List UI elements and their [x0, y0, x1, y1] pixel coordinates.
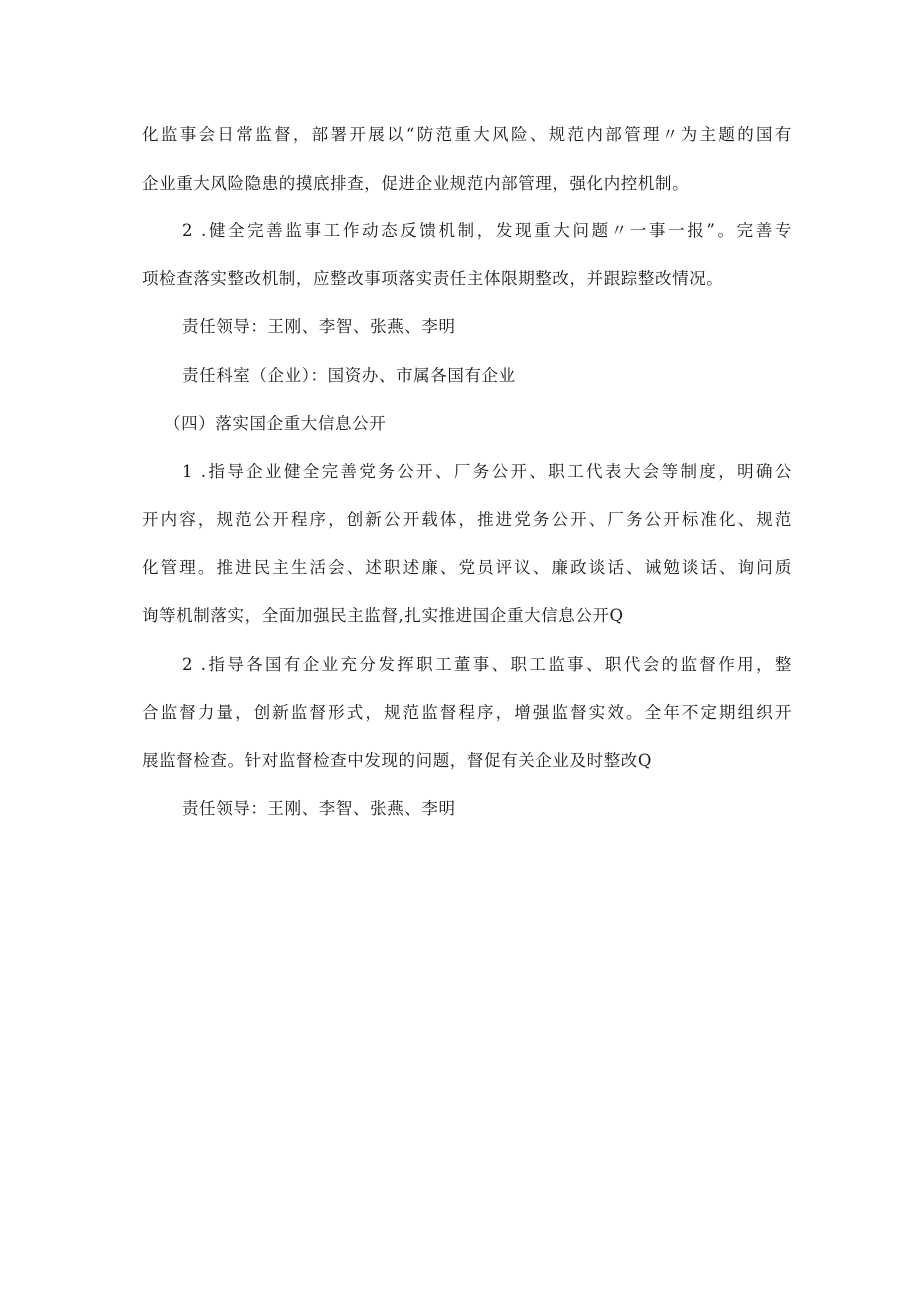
paragraph-line: 项检查落实整改机制，应整改事项落实责任主体限期整改，并跟踪整改情况。	[142, 269, 724, 288]
paragraph-line: 开内容，规范公开程序，创新公开载体，推进党务公开、厂务公开标准化、规范	[142, 510, 792, 529]
responsible-department: 责任科室（企业）：国资办、市属各国有企业	[182, 366, 516, 385]
item-2-line: 2 .指导各国有企业充分发挥职工董事、职工监事、职代会的监督作用，整	[182, 655, 792, 674]
paragraph-line: 化监事会日常监督，部署开展以“防范重大风险、规范内部管理〃为主题的国有	[142, 125, 792, 144]
responsible-leaders: 责任领导：王刚、李智、张燕、李明	[182, 799, 456, 818]
paragraph-line: 企业重大风险隐患的摸底排查，促进企业规范内部管理，强化内控机制。	[142, 174, 690, 193]
paragraph-line: 合监督力量，创新监督形式，规范监督程序，增强监督实效。全年不定期组织开	[142, 703, 792, 722]
item-2-line: 2 .健全完善监事工作动态反馈机制，发现重大问题〃一事一报”。完善专	[182, 221, 792, 240]
item-1-line: 1 .指导企业健全完善党务公开、厂务公开、职工代表大会等制度，明确公	[182, 462, 792, 481]
responsible-leaders: 责任领导：王刚、李智、张燕、李明	[182, 317, 456, 336]
paragraph-line: 展监督检查。针对监督检查中发现的问题，督促有关企业及时整改Q	[142, 751, 653, 770]
paragraph-line: 询等机制落实，全面加强民主监督,扎实推进国企重大信息公开Q	[142, 606, 624, 625]
section-heading: （四）落实国企重大信息公开	[164, 414, 387, 433]
paragraph-line: 化管理。推进民主生活会、述职述廉、党员评议、廉政谈话、诫勉谈话、询问质	[142, 558, 792, 577]
